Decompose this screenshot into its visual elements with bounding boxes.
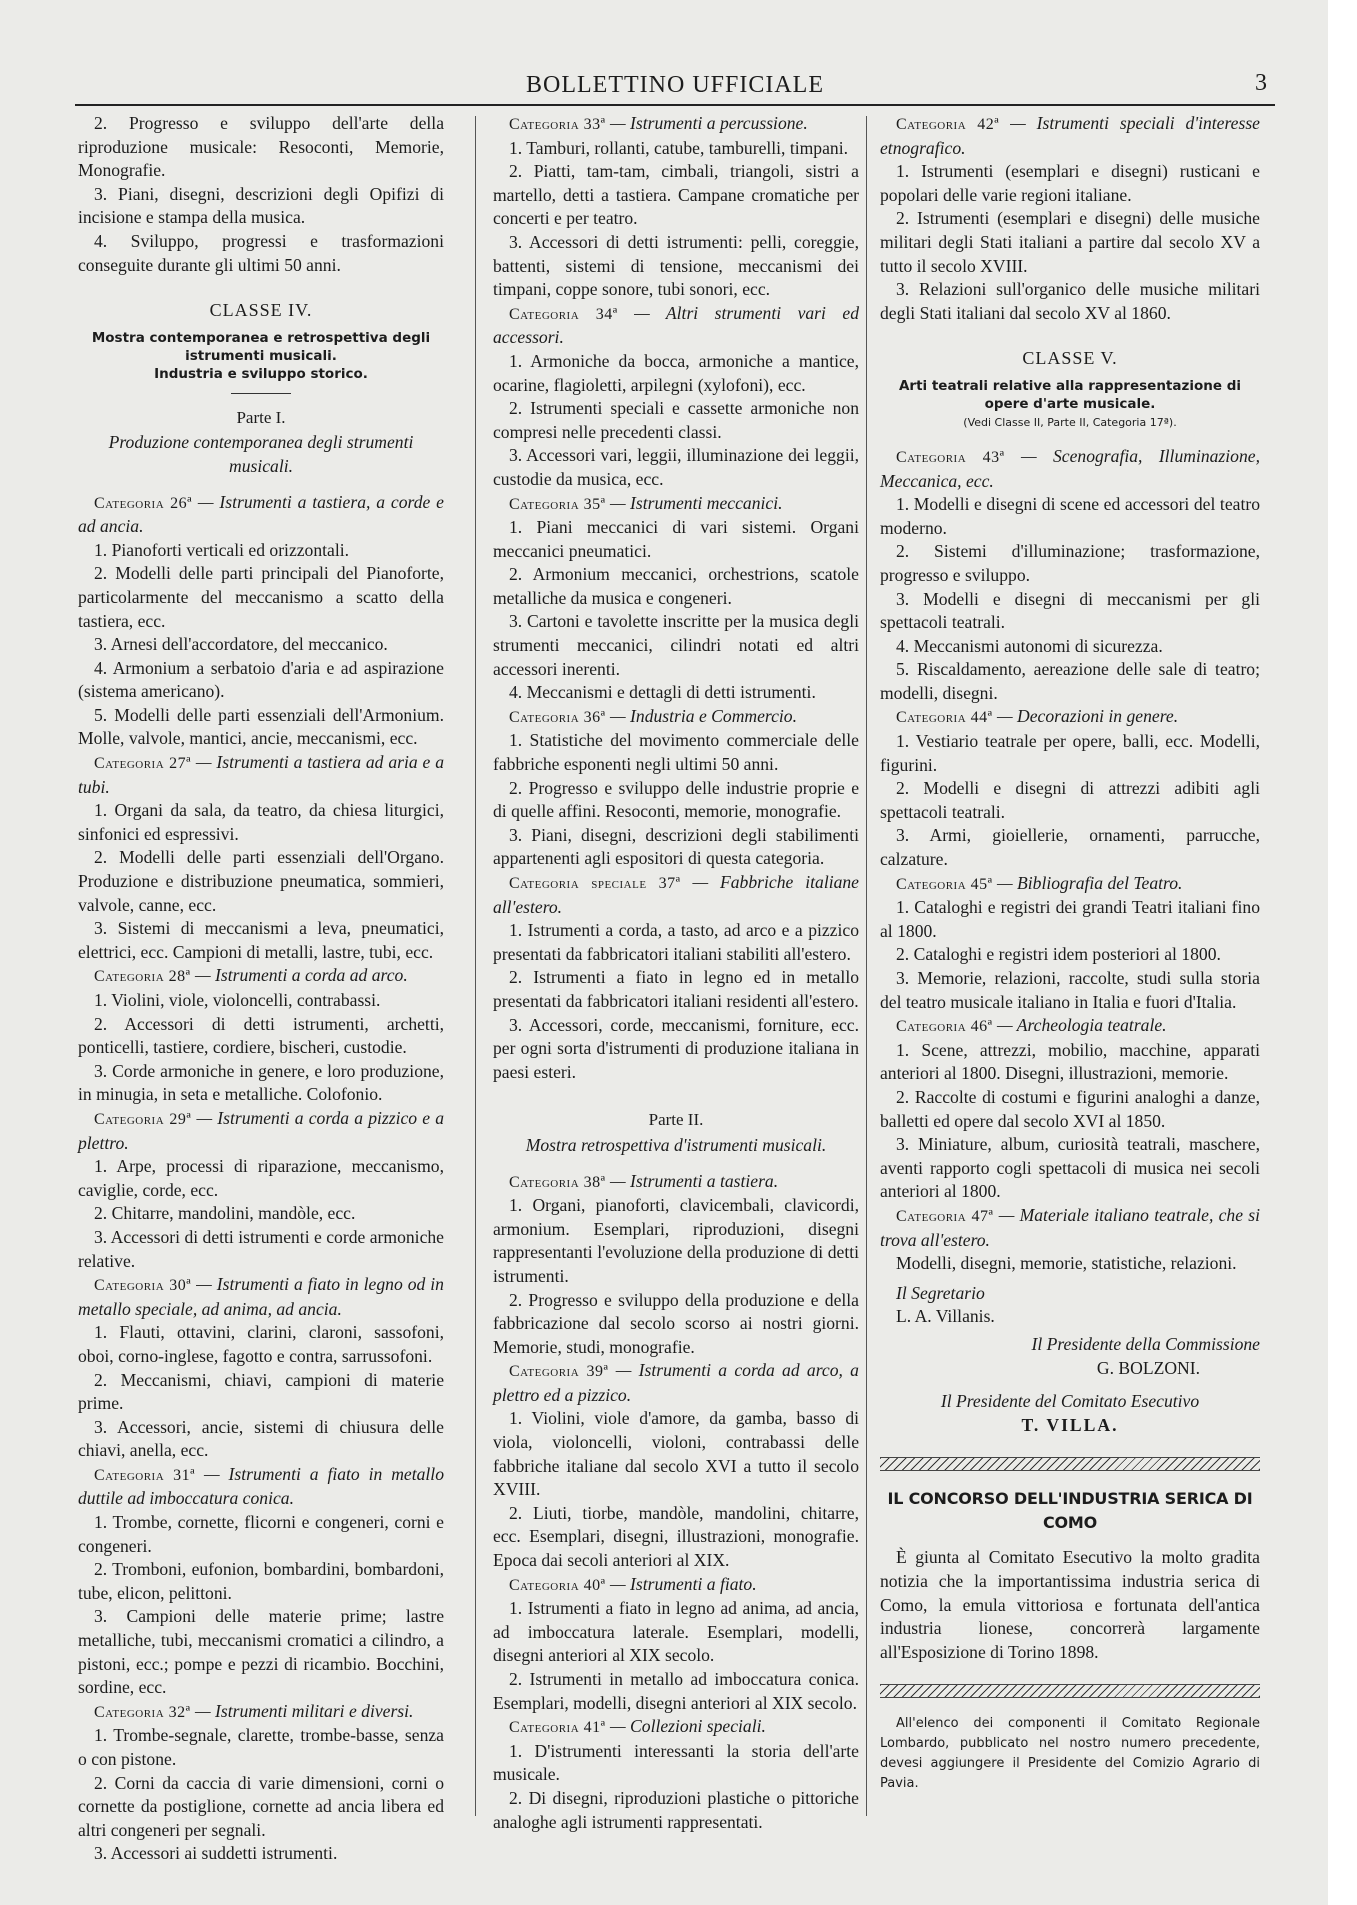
category-label: Categoria 38ª (509, 1173, 606, 1191)
category-heading (493, 492, 859, 517)
list-item: 1. Pianoforti verticali ed orizzontali. (94, 539, 350, 560)
list-item: 2. Modelli e disegni di attrezzi adibiti agli spettacoli teatrali. (880, 778, 1260, 822)
category-heading (493, 705, 859, 730)
category-label: Categoria 31ª (94, 1466, 196, 1484)
parte-title: Parte I. (236, 407, 286, 427)
category-label: Categoria 26ª (94, 494, 193, 512)
list-item: 3. Memorie, relazioni, raccolte, studi sulla storia del teatro musicale italiano in Italia e fuori d'Italia. (880, 968, 1260, 1012)
classe-v-note: (Vedi Classe II, Parte II, Categoria 17ª). (963, 415, 1177, 429)
signature-name: T. VILLA. (1021, 1414, 1119, 1435)
category-heading (78, 1273, 444, 1321)
list-item: 1. Tamburi, rollanti, catube, tamburelli, timpani. (509, 137, 848, 158)
signature-name: L. A. Villanis. (896, 1306, 995, 1327)
paragraph: 4. Sviluppo, progressi e trasformazioni conseguite durante gli ultimi 50 anni. (78, 230, 444, 275)
list-item: 1. D'istrumenti interessanti la storia dell'arte musicale. (493, 1740, 859, 1785)
column-divider (475, 116, 476, 1816)
list-item: 2. Chitarre, mandolini, mandòle, ecc. (94, 1203, 356, 1224)
category-name: — Fabbriche italiane all'estero. (493, 872, 859, 917)
list-item: 2. Tromboni, eufonion, bombardini, bombardoni, tube, elicon, pelittoni. (78, 1559, 444, 1603)
list-item: Modelli, disegni, memorie, statistiche, relazioni. (896, 1253, 1237, 1274)
category-name: — Istrumenti a tastiera, a corde e ad ancia. (78, 491, 444, 537)
column-3 (880, 112, 1260, 1794)
classe-iv-title: CLASSE IV. (209, 300, 313, 321)
list-item: 3. Cartoni e tavolette inscritte per la musica degli strumenti meccanici, cilindri notati ed altri accessori inerenti. (493, 611, 859, 679)
category-name: — Archeologia teatrale. (997, 1015, 1167, 1036)
list-item: 2. Modelli delle parti essenziali dell'Organo. Produzione e distribuzione pneumatica, sommieri, valvole, canne, ecc. (78, 847, 444, 915)
divider (231, 393, 291, 394)
category-heading (493, 1573, 859, 1598)
category-name: — Istrumenti a percussione. (610, 113, 808, 133)
list-item: 2. Istrumenti (esemplari e disegni) delle musiche militari degli Stati italiani a partire dal secolo XV a tutto il secolo XVIII. (880, 208, 1260, 276)
category-heading (78, 964, 444, 989)
category-name: — Istrumenti a tastiera. (610, 1170, 779, 1191)
list-item: 4. Armonium a serbatoio d'aria e ad aspirazione (sistema americano). (78, 657, 444, 702)
category-name: — Istrumenti a corda a pizzico e a plettro. (78, 1107, 444, 1153)
category-label: Categoria 42ª (896, 116, 1000, 133)
page-header (75, 66, 1275, 106)
category-heading (78, 1463, 444, 1511)
category-name: — Industria e Commercio. (610, 705, 798, 726)
list-item: 1. Arpe, processi di riparazione, meccanismo, caviglie, corde, ecc. (78, 1156, 444, 1200)
list-item: 1. Armoniche da bocca, armoniche a mantice, ocarine, flagioletti, arpilegni (xylofoni), ecc. (493, 350, 859, 395)
category-name: — Istrumenti militari e diversi. (195, 1700, 414, 1721)
list-item: 1. Istrumenti (esemplari e disegni) rusticani e popolari delle varie regioni italiane. (880, 161, 1260, 205)
list-item: 3. Miniature, album, curiosità teatrali, maschere, aventi rapporto cogli spettacoli di musica nei secoli anteriori al 1800. (880, 1134, 1260, 1202)
notice-text: All'elenco dei componenti il Comitato Regionale Lombardo, pubblicato nel nostro numero precedente, devesi aggiungere il Presidente del Comizio Agrario di Pavia. (880, 1716, 1260, 1792)
signature-title: Il Presidente del Comitato Esecutivo (940, 1391, 1200, 1412)
category-name: — Decorazioni in genere. (997, 706, 1179, 727)
list-item: 1. Trombe, cornette, flicorni e congeneri, corni e congeneri. (78, 1512, 444, 1556)
list-item: 5. Riscaldamento, aereazione delle sale di teatro; modelli, disegni. (880, 659, 1260, 703)
list-item: 2. Corni da caccia di varie dimensioni, corni o cornette da postiglione, cornette ad ancia libera ed altri congeneri per segnali. (78, 1772, 444, 1840)
category-label: Categoria 32ª (94, 1703, 191, 1721)
list-item: 1. Piani meccanici di vari sistemi. Organi meccanici pneumatici. (493, 517, 859, 561)
list-item: 1. Organi da sala, da teatro, da chiesa liturgici, sinfonici ed espressivi. (78, 800, 444, 844)
list-item: 1. Istrumenti a fiato in legno ad anima, ad ancia, ad imboccatura laterale. Esemplari, modelli, disegni anteriori al XIX secolo. (493, 1598, 859, 1666)
category-label: Categoria speciale 37ª (509, 875, 681, 892)
list-item: 1. Modelli e disegni di scene ed accessori del teatro moderno. (880, 494, 1260, 538)
list-item: 3. Relazioni sull'organico delle musiche militari degli Stati italiani dal secolo XV al 1860. (880, 279, 1260, 323)
category-heading (493, 112, 859, 137)
category-label: Categoria 33ª (509, 116, 606, 133)
category-label: Categoria 43ª (896, 448, 1005, 466)
category-name: — Istrumenti a fiato. (610, 1573, 757, 1594)
list-item: 2. Modelli delle parti principali del Pianoforte, particolarmente del meccanismo a scatto della tastiera, ecc. (78, 563, 444, 631)
category-heading (493, 1359, 859, 1407)
category-label: Categoria 35ª (509, 495, 606, 513)
list-item: 1. Cataloghi e registri dei grandi Teatri italiani fino al 1800. (880, 897, 1260, 941)
list-item: 2. Istrumenti a fiato in legno ed in metallo presentati da fabbricatori italiani residenti all'estero. (493, 967, 859, 1011)
paragraph: 2. Progresso e sviluppo dell'arte della riproduzione musicale: Resoconti, Memorie, Monografie. (78, 113, 444, 181)
paragraph: 3. Piani, disegni, descrizioni degli Opifizi di incisione e stampa della musica. (78, 183, 444, 228)
list-item: 1. Scene, attrezzi, mobilio, macchine, apparati anteriori al 1800. Disegni, illustrazioni, memorie. (880, 1039, 1260, 1084)
list-item: 3. Sistemi di meccanismi a leva, pneumatici, elettrici, ecc. Campioni di metalli, lastre, tubi, ecc. (78, 918, 444, 962)
list-item: 3. Campioni delle materie prime; lastre metalliche, tubi, meccanismi cromatici a cilindro, a pistoni, ecc.; pompe e pezzi di ricambio. Bocchini, sordine, ecc. (78, 1606, 444, 1698)
category-label: Categoria 30ª (94, 1277, 192, 1295)
list-item: 2. Di disegni, riproduzioni plastiche o pittoriche analoghe agli istrumenti rappresentati. (493, 1787, 859, 1832)
category-heading (880, 1014, 1260, 1039)
classe-iv-subtitle: Mostra contemporanea e retrospettiva degli istrumenti musicali. (91, 329, 431, 364)
list-item: 2. Liuti, tiorbe, mandòle, mandolini, chitarre, ecc. Esemplari, disegni, illustrazioni, monografie. Epoca dai secoli anteriori al XIX. (493, 1502, 859, 1571)
page-number: 3 (1255, 70, 1267, 96)
category-heading (880, 112, 1260, 160)
list-item: 3. Accessori, corde, meccanismi, forniture, ecc. per ogni sorta d'istrumenti di produzione italiana in paesi esteri. (493, 1014, 859, 1082)
list-item: 1. Violini, viole d'amore, da gamba, basso di viola, violoncelli, violoni, contrabassi delle fabbriche italiane dal secolo XVI a tutto il secolo XVIII. (493, 1408, 859, 1500)
list-item: 1. Flauti, ottavini, clarini, claroni, sassofoni, oboi, corno-inglese, fagotto e contra, sarrussofoni. (78, 1322, 444, 1366)
signature-name: G. BOLZONI. (1096, 1357, 1200, 1378)
list-item: 1. Vestiario teatrale per opere, balli, ecc. Modelli, figurini. (880, 731, 1260, 775)
category-heading (880, 445, 1260, 493)
category-name: — Istrumenti meccanici. (610, 492, 783, 513)
list-item: 1. Statistiche del movimento commerciale delle fabbriche esponenti negli ultimi 50 anni. (493, 730, 859, 775)
list-item: 1. Organi, pianoforti, clavicembali, clavicordi, armonium. Esemplari, riproduzioni, disegni rappresentanti l'evoluzione della produzione di detti istrumenti. (493, 1195, 859, 1286)
category-name: — Istrumenti a fiato in metallo duttile ad imboccatura conica. (78, 1463, 444, 1509)
list-item: 3. Modelli e disegni di meccanismi per gli spettacoli teatrali. (880, 588, 1260, 633)
list-item: 2. Sistemi d'illuminazione; trasformazione, progresso e sviluppo. (880, 541, 1260, 585)
classe-v-subtitle: Arti teatrali relative alla rappresentazione di opere d'arte musicale. (898, 377, 1242, 412)
category-heading (78, 1107, 444, 1155)
page-title: BOLLETTINO UFFICIALE (526, 72, 824, 98)
list-item: 3. Accessori vari, leggii, illuminazione dei leggii, custodie da musica, ecc. (493, 445, 859, 489)
category-heading (880, 872, 1260, 897)
column-2 (493, 112, 859, 1834)
signature-title: Il Presidente della Commissione (1031, 1333, 1260, 1354)
list-item: 5. Modelli delle parti essenziali dell'Armonium. Molle, valvole, mantici, ancie, meccanismi, ecc. (78, 704, 444, 749)
list-item: 2. Progresso e sviluppo delle industrie proprie e di quelle affini. Resoconti, memorie, monografie. (493, 777, 859, 822)
category-label: Categoria 41ª (509, 1719, 606, 1737)
list-item: 2. Cataloghi e registri idem posteriori al 1800. (896, 944, 1221, 965)
list-item: 4. Meccanismi e dettagli di detti istrumenti. (509, 682, 816, 703)
list-item: 2. Raccolte di costumi e figurini analoghi a danze, balletti ed opere dal secolo XVI al 1850. (880, 1086, 1260, 1131)
category-name: — Altri strumenti vari ed accessori. (493, 302, 859, 348)
list-item: 2. Meccanismi, chiavi, campioni di materie prime. (78, 1369, 444, 1414)
category-name: — Materiale italiano teatrale, che si trova all'estero. (880, 1204, 1260, 1250)
parte-title: Parte II. (648, 1110, 704, 1130)
column-divider (866, 116, 867, 1816)
category-heading (493, 1170, 859, 1195)
list-item: 2. Armonium meccanici, orchestrions, scatole metalliche da musica e congeneri. (493, 564, 859, 608)
category-name: — Istrumenti a tastiera ad aria e a tubi. (78, 752, 444, 797)
category-name: — Istrumenti a corda ad arco. (195, 965, 408, 986)
category-heading (880, 705, 1260, 730)
category-heading (880, 1204, 1260, 1252)
category-heading (493, 1715, 859, 1740)
category-name: — Istrumenti a corda ad arco, a plettro ed a pizzico. (493, 1360, 859, 1405)
classe-v-title: CLASSE V. (1022, 348, 1118, 369)
category-label: Categoria 39ª (509, 1363, 609, 1381)
category-label: Categoria 29ª (94, 1110, 192, 1128)
article-title: IL CONCORSO DELL'INDUSTRIA SERICA DI COMO (887, 1489, 1253, 1532)
list-item: 3. Corde armoniche in genere, e loro produzione, in minugia, in seta e metalliche. Colofonio. (78, 1060, 444, 1105)
list-item: 2. Istrumenti in metallo ad imboccatura conica. Esemplari, modelli, disegni anteriori al XIX secolo. (493, 1669, 859, 1713)
signature-title: Il Segretario (896, 1282, 985, 1303)
article-body: È giunta al Comitato Esecutivo la molto gradita notizia che la importantissima industria serica di Como, la emula vittoriosa e fortunata dell'antica industria lionese, concorrerà largamente all'Esposizione di Torino 1898. (880, 1547, 1260, 1662)
column-1 (78, 112, 444, 1866)
list-item: 1. Istrumenti a corda, a tasto, ad arco e a pizzico presentati da fabbricatori italiani stabiliti all'estero. (493, 920, 859, 964)
category-name: — Collezioni speciali. (610, 1716, 766, 1737)
list-item: 4. Meccanismi autonomi di sicurezza. (896, 635, 1163, 656)
list-item: 3. Accessori, ancie, sistemi di chiusura delle chiavi, anella, ecc. (78, 1416, 444, 1461)
category-name: — Istrumenti speciali d'interesse etnografico. (880, 113, 1260, 158)
list-item: 2. Istrumenti speciali e cassette armoniche non compresi nelle precedenti classi. (493, 398, 859, 442)
category-label: Categoria 44ª (896, 709, 993, 727)
category-label: Categoria 27ª (94, 755, 192, 773)
list-item: 1. Trombe-segnale, clarette, trombe-basse, senza o con pistone. (78, 1725, 444, 1769)
list-item: 3. Arnesi dell'accordatore, del meccanico. (94, 634, 388, 655)
list-item: 2. Progresso e sviluppo della produzione e della fabbricazione dal secolo scorso ai nostri giorni. Memorie, studi, monografie. (493, 1289, 859, 1357)
category-heading (493, 871, 859, 919)
category-label: Categoria 36ª (509, 708, 606, 726)
parte-subtitle: Produzione contemporanea degli strumenti musicali. (108, 432, 414, 476)
list-item: 3. Armi, gioiellerie, ornamenti, parrucche, calzature. (880, 825, 1260, 870)
list-item: 3. Piani, disegni, descrizioni degli stabilimenti appartenenti agli espositori di questa categoria. (493, 824, 859, 869)
category-label: Categoria 47ª (896, 1207, 994, 1225)
category-label: Categoria 40ª (509, 1576, 606, 1594)
parte-subtitle: Mostra retrospettiva d'istrumenti musicali. (525, 1134, 827, 1155)
category-label: Categoria 28ª (94, 968, 191, 986)
category-name: — Scenografia, Illuminazione, Meccanica, ecc. (880, 445, 1260, 491)
list-item: 3. Accessori di detti istrumenti e corde armoniche relative. (78, 1226, 444, 1271)
category-label: Categoria 46ª (896, 1018, 993, 1036)
list-item: 2. Accessori di detti istrumenti, archetti, ponticelli, tastiere, cordiere, bischeri, custodie. (78, 1013, 444, 1058)
category-heading (78, 751, 444, 799)
list-item: 1. Violini, viole, violoncelli, contrabassi. (94, 990, 381, 1010)
ornamental-divider (880, 1457, 1260, 1471)
category-label: Categoria 45ª (896, 875, 993, 893)
spacer (880, 431, 1260, 445)
category-heading (493, 302, 859, 350)
signature-block-segretario (880, 1282, 1260, 1306)
category-name: — Bibliografia del Teatro. (997, 872, 1183, 893)
list-item: 2. Piatti, tam-tam, cimbali, triangoli, sistri a martello, detti a tastiera. Campane cromatiche per concerti e per teatro. (493, 161, 859, 229)
list-item: 3. Accessori di detti istrumenti: pelli, coreggie, battenti, sistemi di tensione, meccanismi dei timpani, coppe sonore, tubi sonori, ecc. (493, 231, 859, 300)
classe-iv-subtitle-2: Industria e sviluppo storico. (154, 365, 368, 382)
category-heading (78, 491, 444, 539)
category-name: — Istrumenti a fiato in legno od in metallo speciale, ad anima, ad ancia. (78, 1274, 444, 1319)
category-label: Categoria 34ª (509, 305, 618, 323)
ornamental-divider (880, 1684, 1260, 1698)
list-item: 3. Accessori ai suddetti istrumenti. (94, 1843, 338, 1864)
category-heading (78, 1700, 444, 1725)
